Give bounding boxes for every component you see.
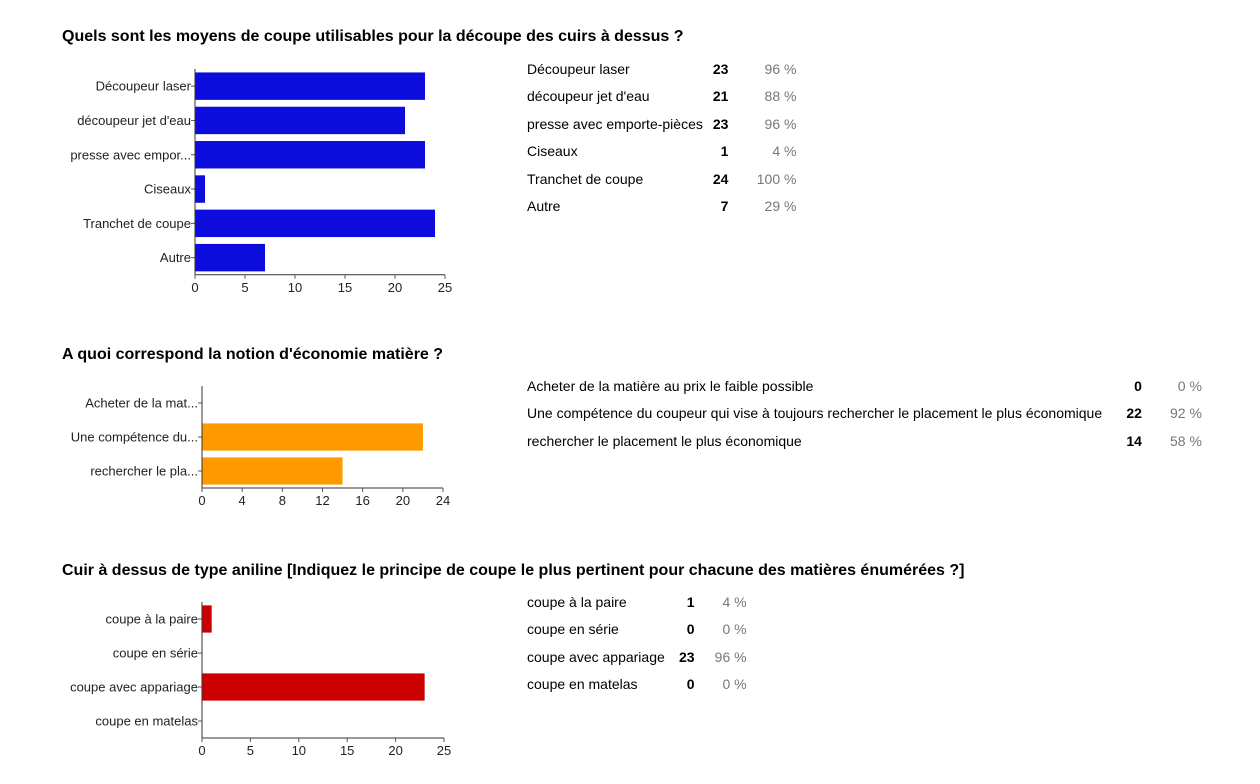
answer-count: 0 bbox=[1134, 377, 1142, 394]
answer-count: 0 bbox=[686, 676, 695, 693]
answer-label: Une compétence du coupeur qui vise à toujours rechercher le placement le plus économique bbox=[527, 405, 1103, 422]
answer-count: 7 bbox=[720, 198, 729, 215]
bar bbox=[202, 673, 425, 700]
answer-count: 23 bbox=[712, 115, 729, 132]
x-tick-label: 24 bbox=[435, 493, 451, 508]
answer-label: Découpeur laser bbox=[527, 60, 630, 77]
answer-percent: 0 % bbox=[722, 621, 747, 638]
category-label: rechercher le pla... bbox=[90, 463, 198, 479]
category-label: Tranchet de coupe bbox=[83, 215, 191, 231]
question-2-summary-table bbox=[527, 372, 1202, 455]
answer-percent: 100 % bbox=[756, 170, 797, 187]
table-row bbox=[527, 83, 796, 111]
answer-count: 23 bbox=[679, 648, 695, 665]
question-3-title: Cuir à dessus de type aniline [Indiquez le principe de coupe le plus pertinent pour chacune des matières énumérées ?] bbox=[62, 562, 965, 579]
answer-percent: 92 % bbox=[1170, 405, 1202, 422]
x-tick-label: 12 bbox=[315, 493, 330, 508]
answer-percent: 0 % bbox=[722, 676, 747, 693]
x-tick-label: 15 bbox=[339, 743, 355, 758]
table-row bbox=[527, 372, 1202, 400]
answer-count: 21 bbox=[712, 88, 729, 105]
table-row bbox=[527, 110, 796, 138]
category-label: presse avec empor... bbox=[70, 147, 191, 163]
answer-percent: 29 % bbox=[764, 198, 797, 215]
table-row bbox=[527, 643, 747, 671]
question-2-title: A quoi correspond la notion d'économie matière ? bbox=[62, 346, 444, 363]
table-row bbox=[527, 588, 747, 616]
x-tick-label: 20 bbox=[387, 279, 403, 295]
answer-label: Acheter de la matière au prix le faible possible bbox=[527, 377, 814, 394]
bar bbox=[202, 605, 212, 632]
x-tick-label: 0 bbox=[198, 493, 206, 508]
category-label: coupe en série bbox=[112, 645, 198, 661]
answer-count: 1 bbox=[686, 593, 695, 610]
table-row bbox=[527, 671, 747, 699]
question-3-summary-table bbox=[527, 588, 747, 698]
category-label: Autre bbox=[159, 250, 191, 266]
x-tick-label: 25 bbox=[436, 743, 452, 758]
answer-percent: 4 % bbox=[772, 143, 797, 160]
answer-label: presse avec emporte-pièces bbox=[527, 115, 703, 132]
answer-label: Tranchet de coupe bbox=[527, 170, 644, 187]
table-row bbox=[527, 165, 796, 193]
table-row bbox=[527, 427, 1202, 455]
x-tick-label: 10 bbox=[291, 743, 307, 758]
x-tick-label: 5 bbox=[246, 743, 255, 758]
answer-count: 23 bbox=[712, 60, 729, 77]
x-tick-label: 15 bbox=[337, 279, 353, 295]
x-tick-label: 10 bbox=[287, 279, 303, 295]
x-tick-label: 5 bbox=[241, 279, 249, 295]
answer-label: coupe à la paire bbox=[527, 593, 627, 610]
answer-percent: 96 % bbox=[764, 115, 797, 132]
table-row bbox=[527, 616, 747, 644]
x-tick-label: 4 bbox=[238, 493, 246, 508]
x-tick-label: 20 bbox=[395, 493, 411, 508]
question-1-title: Quels sont les moyens de coupe utilisables pour la découpe des cuirs à dessus ? bbox=[62, 28, 684, 45]
answer-percent: 58 % bbox=[1170, 432, 1202, 449]
category-label: découpeur jet d'eau bbox=[77, 112, 191, 128]
category-label: coupe avec appariage bbox=[70, 679, 198, 695]
answer-label: coupe avec appariage bbox=[527, 648, 665, 665]
category-label: Une compétence du... bbox=[70, 429, 198, 445]
category-label: coupe en matelas bbox=[95, 713, 198, 729]
answer-percent: 96 % bbox=[714, 648, 747, 665]
x-tick-label: 0 bbox=[191, 279, 199, 295]
table-row bbox=[527, 55, 796, 83]
table-row bbox=[527, 400, 1202, 428]
category-label: Acheter de la mat... bbox=[85, 395, 198, 411]
answer-percent: 0 % bbox=[1177, 377, 1202, 394]
x-tick-label: 16 bbox=[355, 493, 370, 508]
question-3-bar-chart bbox=[0, 0, 470, 780]
category-label: Ciseaux bbox=[144, 181, 191, 197]
x-tick-label: 20 bbox=[388, 743, 403, 758]
answer-count: 1 bbox=[720, 143, 729, 160]
answer-count: 22 bbox=[1126, 405, 1142, 422]
x-tick-label: 8 bbox=[278, 493, 286, 508]
answer-label: découpeur jet d'eau bbox=[527, 88, 650, 105]
answer-percent: 96 % bbox=[764, 60, 797, 77]
table-row bbox=[527, 138, 796, 166]
answer-percent: 4 % bbox=[722, 593, 747, 610]
category-label: coupe à la paire bbox=[105, 611, 198, 627]
answer-label: coupe en matelas bbox=[527, 676, 638, 693]
question-1-summary-table bbox=[527, 55, 796, 220]
answer-label: Ciseaux bbox=[527, 143, 578, 160]
answer-label: rechercher le placement le plus économique bbox=[527, 432, 802, 449]
category-label: Découpeur laser bbox=[95, 78, 191, 94]
table-row bbox=[527, 193, 796, 221]
answer-count: 14 bbox=[1126, 432, 1142, 449]
answer-label: coupe en série bbox=[527, 621, 619, 638]
x-tick-label: 25 bbox=[437, 279, 453, 295]
answer-percent: 88 % bbox=[764, 88, 797, 105]
answer-label: Autre bbox=[527, 198, 561, 215]
x-tick-label: 0 bbox=[198, 743, 206, 758]
answer-count: 24 bbox=[712, 170, 729, 187]
answer-count: 0 bbox=[686, 621, 695, 638]
